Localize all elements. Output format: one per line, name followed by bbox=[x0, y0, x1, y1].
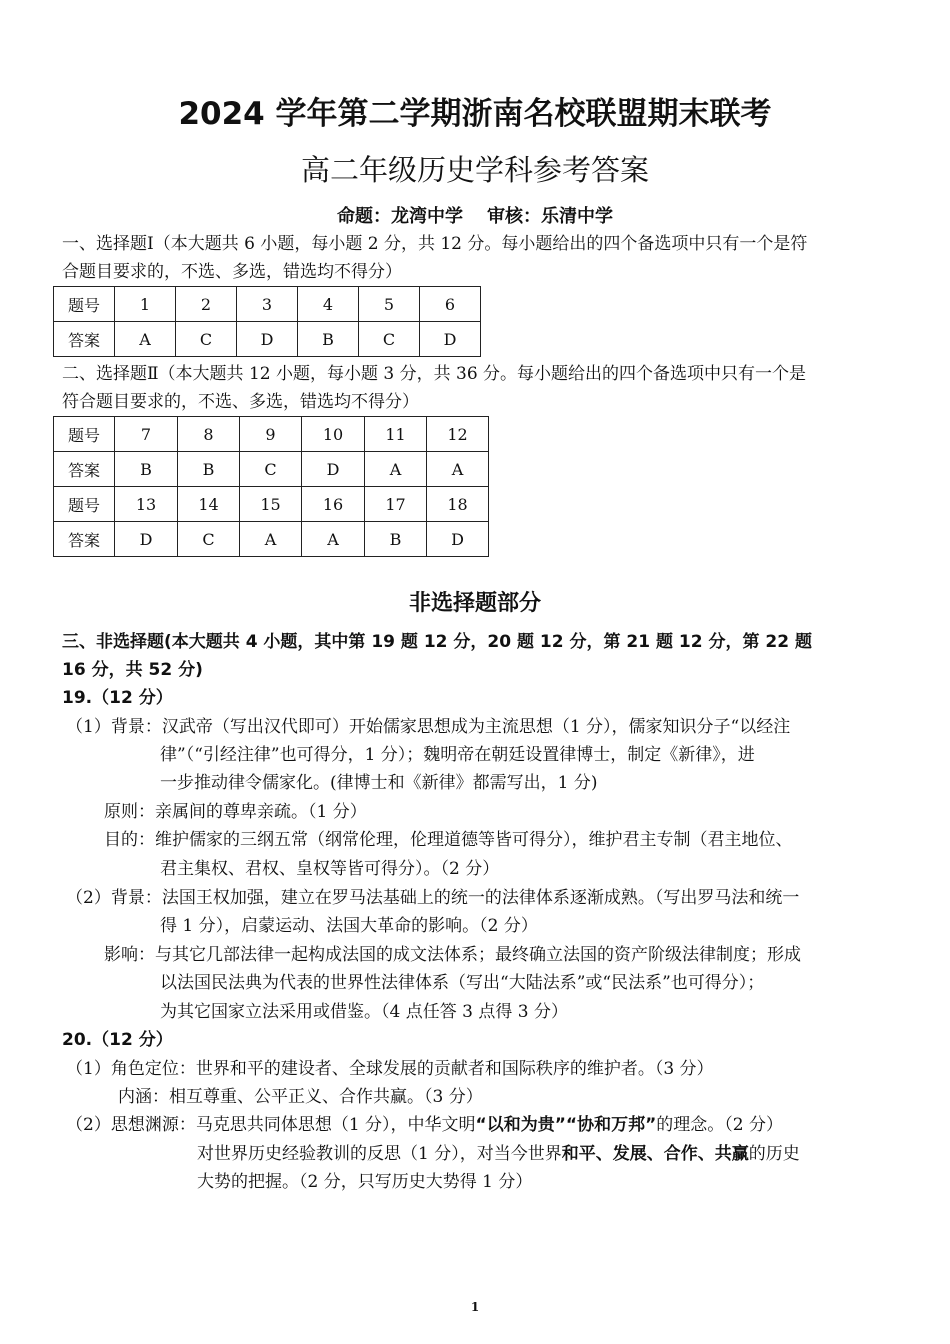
table-cell: 14 bbox=[178, 487, 240, 522]
table-row bbox=[54, 417, 489, 452]
table-cell: 18 bbox=[427, 487, 489, 522]
table-cell: C bbox=[240, 452, 302, 487]
table-cell: D bbox=[115, 522, 178, 557]
text-run: 对世界历史经验教训的反思（1 分），对当今世界 bbox=[197, 1144, 562, 1164]
table-cell: 15 bbox=[240, 487, 302, 522]
part1-answer-table bbox=[53, 286, 481, 357]
q19-purpose-line2: 君主集权、君权、皇权等皆可得分）。（2 分） bbox=[160, 859, 500, 879]
table-row bbox=[54, 287, 481, 322]
table-cell: B bbox=[365, 522, 427, 557]
page-number: 1 bbox=[470, 1300, 480, 1314]
q19-p2-line1: （2）背景：法国王权加强，建立在罗马法基础上的统一的法律体系逐渐成熟。（写出罗马法和统一 bbox=[66, 888, 800, 908]
table-cell: D bbox=[427, 522, 489, 557]
table-cell: D bbox=[237, 322, 298, 357]
text-run: 的理念。（2 分） bbox=[656, 1115, 783, 1135]
table-cell: D bbox=[302, 452, 365, 487]
table-cell: C bbox=[359, 322, 420, 357]
row-label-question: 题号 bbox=[54, 487, 115, 522]
part3-instructions-line2: 16 分，共 52 分) bbox=[62, 660, 203, 680]
table-cell: 10 bbox=[302, 417, 365, 452]
table-cell: 8 bbox=[178, 417, 240, 452]
part1-instructions-line1: 一、选择题Ⅰ（本大题共 6 小题，每小题 2 分，共 12 分。每小题给出的四个备选项中只有一个是符 bbox=[62, 234, 808, 254]
text-run: （2）思想渊源：马克思共同体思想（1 分），中华文明 bbox=[66, 1115, 476, 1135]
table-cell: 9 bbox=[240, 417, 302, 452]
table-cell: B bbox=[115, 452, 178, 487]
q19-p1-line3: 一步推动律令儒家化。(律博士和《新律》都需写出，1 分) bbox=[160, 773, 598, 793]
reviewer-label: 审核：乐清中学 bbox=[487, 206, 613, 227]
section-title: 非选择题部分 bbox=[408, 591, 541, 616]
row-label-question: 题号 bbox=[54, 417, 115, 452]
row-label-answer: 答案 bbox=[54, 452, 115, 487]
table-cell: 7 bbox=[115, 417, 178, 452]
table-row bbox=[54, 522, 489, 557]
table-cell: 4 bbox=[298, 287, 359, 322]
q20-p2-line2 bbox=[197, 1140, 800, 1168]
table-cell: 3 bbox=[237, 287, 298, 322]
q19-impact-line2: 以法国民法典为代表的世界性法律体系（写出“大陆法系”或“民法系”也可得分）； bbox=[160, 973, 765, 993]
table-cell: 13 bbox=[115, 487, 178, 522]
part2-instructions-line1: 二、选择题Ⅱ（本大题共 12 小题，每小题 3 分，共 36 分。每小题给出的四个备选项中只有一个是 bbox=[62, 364, 807, 384]
row-label-answer: 答案 bbox=[54, 522, 115, 557]
q19-p1-line1: （1）背景：汉武帝（写出汉代即可）开始儒家思想成为主流思想（1 分），儒家知识分子“以经注 bbox=[66, 717, 791, 737]
q20-p1-line2: 内涵：相互尊重、公平正义、合作共赢。（3 分） bbox=[118, 1087, 483, 1107]
q19-p1-line2: 律”（“引经注律”也可得分，1 分）；魏明帝在朝廷设置律博士，制定《新律》，进 bbox=[160, 745, 755, 765]
table-cell: 12 bbox=[427, 417, 489, 452]
table-row bbox=[54, 322, 481, 357]
table-cell: A bbox=[365, 452, 427, 487]
table-cell: B bbox=[298, 322, 359, 357]
table-cell: C bbox=[176, 322, 237, 357]
q20-p2-line1 bbox=[66, 1111, 783, 1139]
q20-heading: 20.（12 分） bbox=[62, 1030, 173, 1050]
table-cell: 6 bbox=[420, 287, 481, 322]
q19-purpose-line1: 目的：维护儒家的三纲五常（纲常伦理，伦理道德等皆可得分），维护君主专制（君主地位、 bbox=[104, 830, 793, 850]
part1-instructions-line2: 合题目要求的，不选、多选，错选均不得分） bbox=[62, 262, 402, 282]
q20-p2-line3: 大势的把握。（2 分，只写历史大势得 1 分） bbox=[197, 1172, 533, 1192]
table-row bbox=[54, 452, 489, 487]
emphasis-text: “以和为贵”“协和万邦” bbox=[475, 1115, 657, 1135]
q19-impact-line1: 影响：与其它几部法律一起构成法国的成文法体系；最终确立法国的资产阶级法律制度；形成 bbox=[104, 945, 801, 965]
part2-instructions-line2: 符合题目要求的，不选、多选，错选均不得分） bbox=[62, 392, 419, 412]
emphasis-text: 和平、发展、合作、共赢 bbox=[561, 1144, 749, 1164]
table-cell: 17 bbox=[365, 487, 427, 522]
q19-heading: 19.（12 分） bbox=[62, 688, 173, 708]
part3-instructions-line1: 三、非选择题(本大题共 4 小题，其中第 19 题 12 分，20 题 12 分，第 21 题 12 分，第 22 题 bbox=[62, 632, 812, 652]
table-cell: A bbox=[240, 522, 302, 557]
q19-p2-line2: 得 1 分），启蒙运动、法国大革命的影响。（2 分） bbox=[160, 916, 538, 936]
table-cell: A bbox=[302, 522, 365, 557]
document-title: 2024 学年第二学期浙南名校联盟期末联考 bbox=[178, 96, 772, 132]
table-row bbox=[54, 487, 489, 522]
table-cell: D bbox=[420, 322, 481, 357]
document-subtitle: 高二年级历史学科参考答案 bbox=[300, 153, 649, 187]
table-cell: B bbox=[178, 452, 240, 487]
row-label-question: 题号 bbox=[54, 287, 115, 322]
table-cell: 2 bbox=[176, 287, 237, 322]
q19-principle: 原则：亲属间的尊卑亲疏。（1 分） bbox=[104, 802, 367, 822]
part2-answer-table bbox=[53, 416, 489, 557]
table-cell: 16 bbox=[302, 487, 365, 522]
q20-p1-line1: （1）角色定位：世界和平的建设者、全球发展的贡献者和国际秩序的维护者。（3 分） bbox=[66, 1059, 714, 1079]
table-cell: 11 bbox=[365, 417, 427, 452]
setter-label: 命题：龙湾中学 bbox=[337, 206, 463, 227]
row-label-answer: 答案 bbox=[54, 322, 115, 357]
text-run: 的历史 bbox=[748, 1144, 800, 1164]
q19-impact-line3: 为其它国家立法采用或借鉴。（4 点任答 3 点得 3 分） bbox=[160, 1002, 568, 1022]
table-cell: A bbox=[427, 452, 489, 487]
table-cell: 1 bbox=[115, 287, 176, 322]
table-cell: A bbox=[115, 322, 176, 357]
table-cell: 5 bbox=[359, 287, 420, 322]
authors-line bbox=[0, 202, 950, 228]
table-cell: C bbox=[178, 522, 240, 557]
